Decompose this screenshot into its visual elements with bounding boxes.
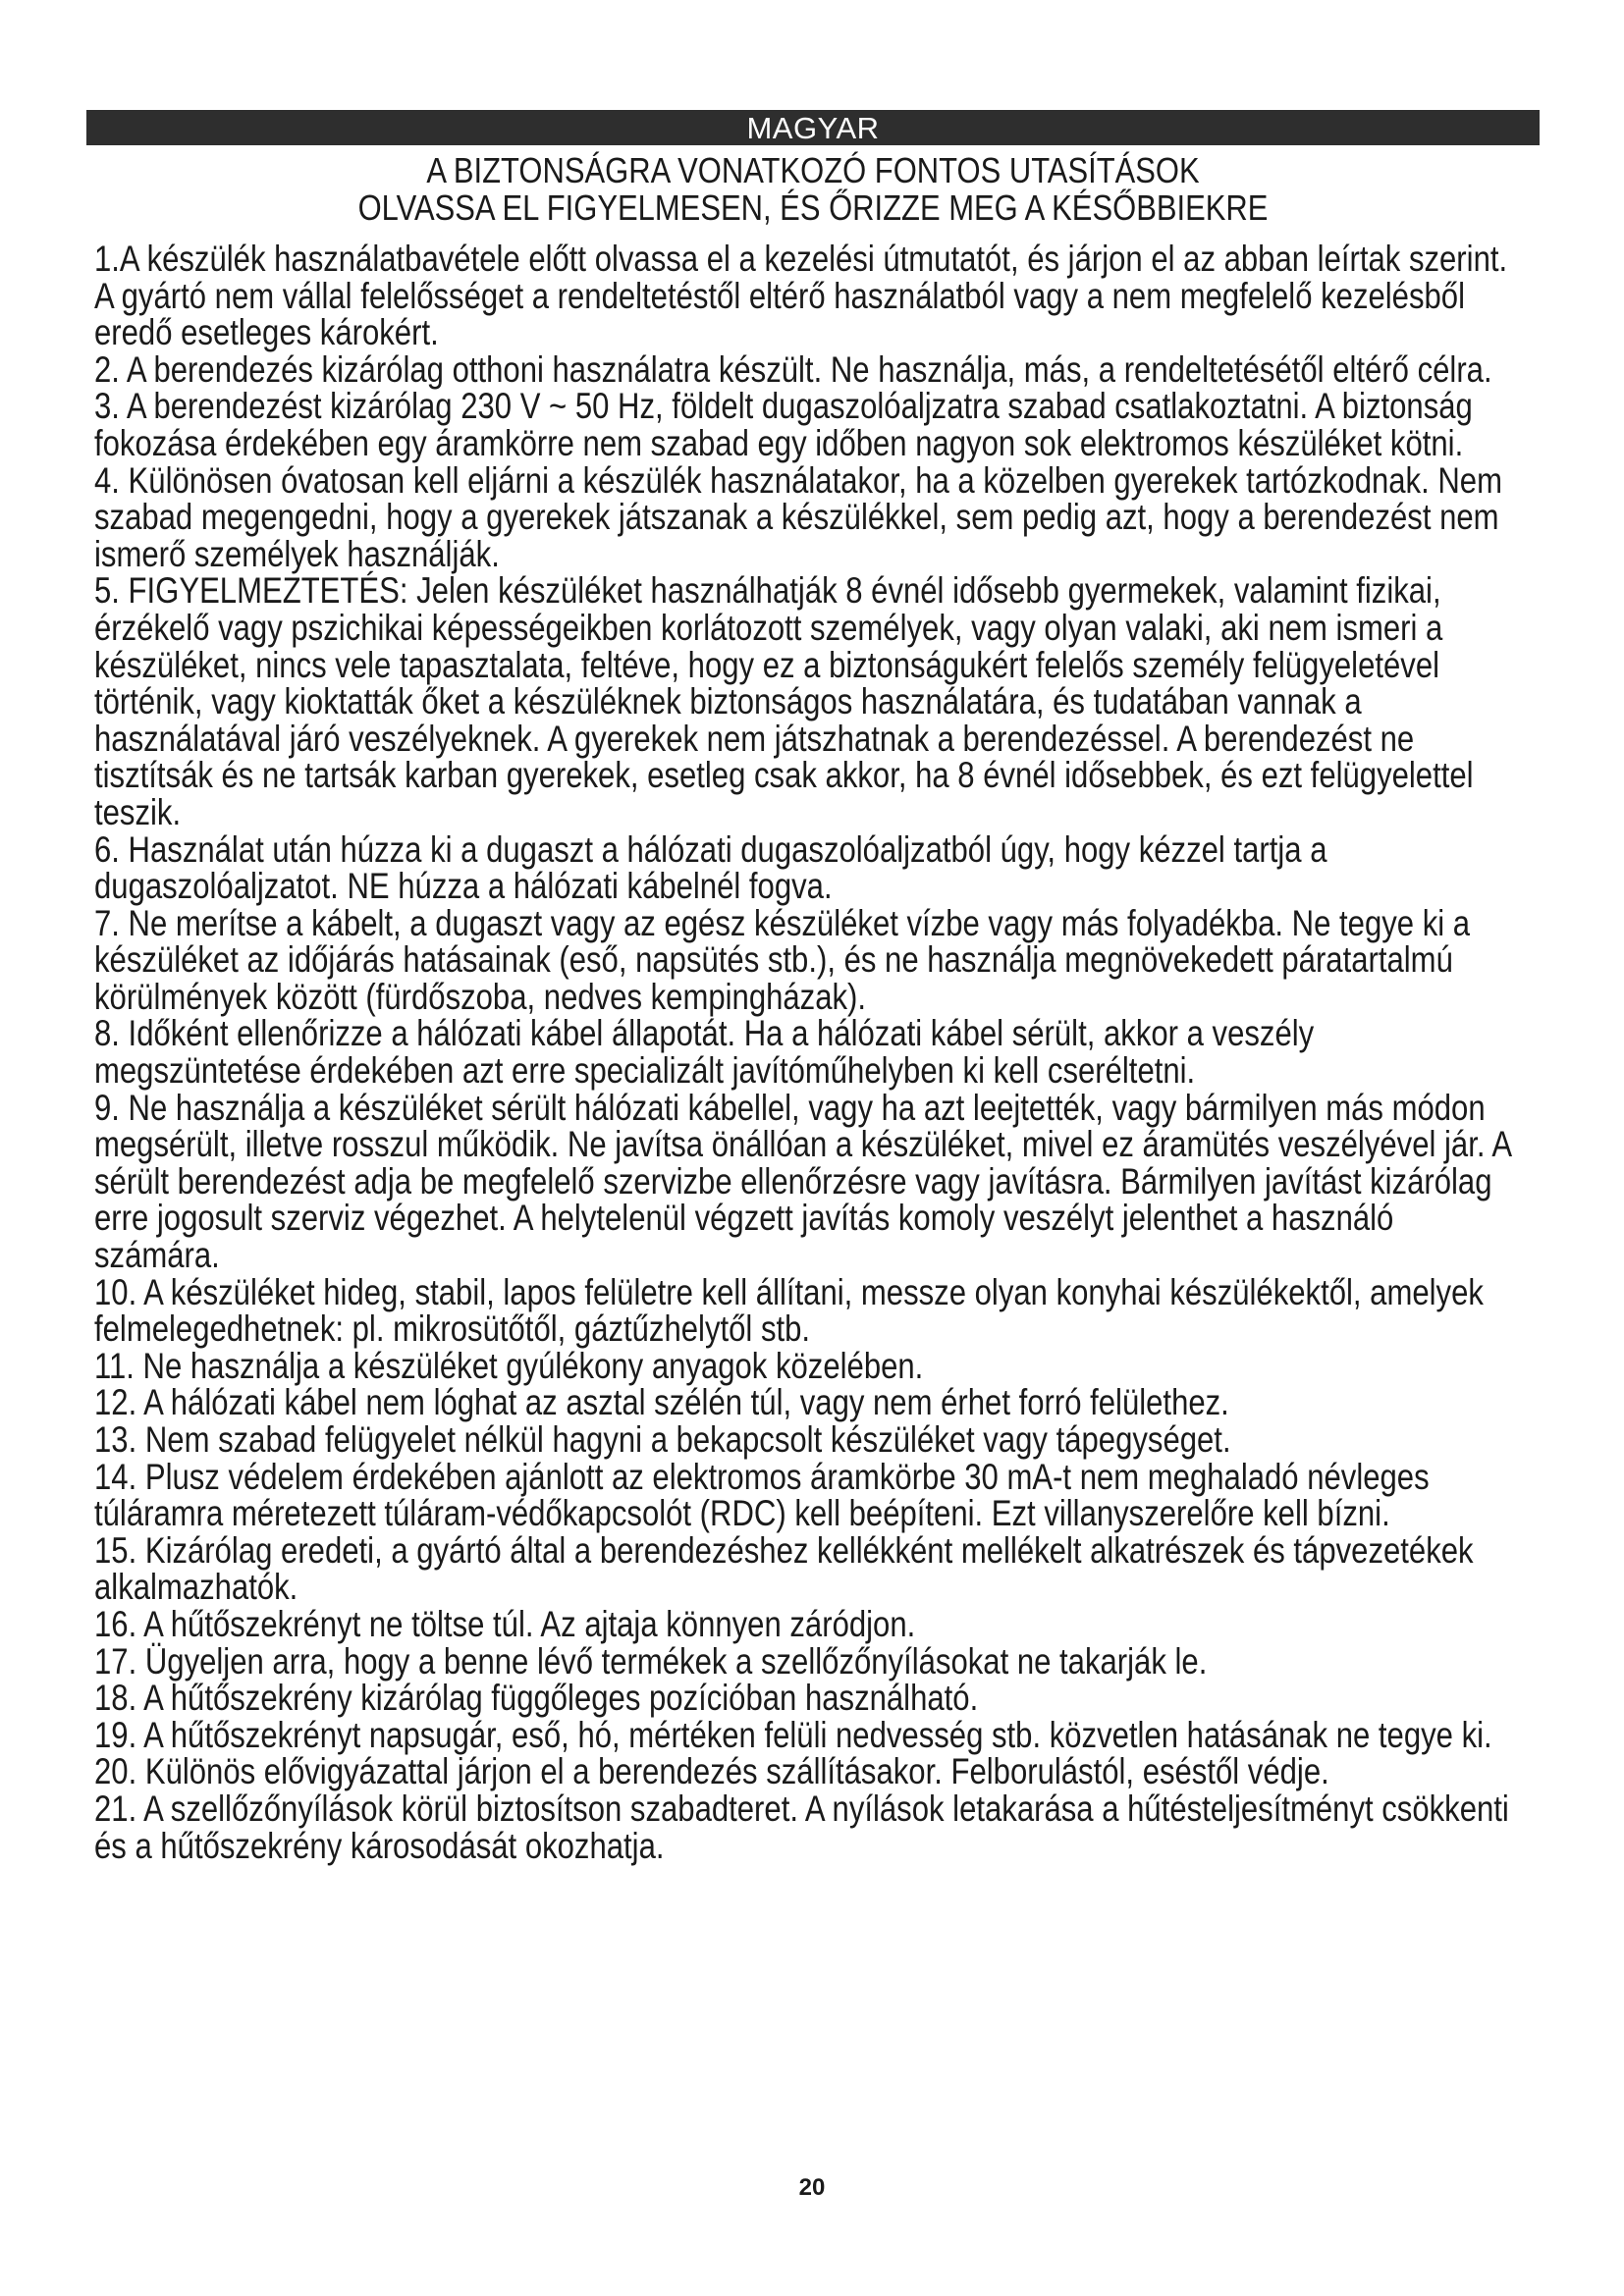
instruction-item-5: 5. FIGYELMEZTETÉS: Jelen készüléket használhatják 8 évnél idősebb gyermekek, valamint fizikai, érzékelő vagy pszichikai képességeikben korlátozott személyek, vagy olyan valaki, aki nem ismeri a készüléket, nincs vele tapasztalata, feltéve, hogy ez a biztonságukért felelős személy felügyeletével történik, vagy kioktatták őket a készüléknek biztonságos használatára, és tudatában vannak a használatával járó veszélyeknek. A gyerekek nem játszhatnak a berendezéssel. A berendezést ne tisztítsák és ne tartsák karban gyerekek, esetleg csak akkor, ha 8 évnél idősebbek, és ezt felügyelettel teszik. [94,570,1474,832]
instruction-item-16: 16. A hűtőszekrényt ne töltse túl. Az ajtaja könnyen záródjon. [94,1603,916,1644]
instruction-item-15: 15. Kizárólag eredeti, a gyártó által a berendezéshez kellékként mellékelt alkatrészek és tápvezetékek alkalmazhatók. [94,1529,1474,1608]
instruction-item-4: 4. Különösen óvatosan kell eljárni a készülék használatakor, ha a közelben gyerekek tartózkodnak. Nem szabad megengedni, hogy a gyerekek játszanak a készülékkel, sem pedig azt, hogy a berendezést nem ismerő személyek használják. [94,459,1502,574]
instruction-item-3: 3. A berendezést kizárólag 230 V ~ 50 Hz, földelt dugaszolóaljzatra szabad csatlakoztatni. A biztonság fokozása érdekében egy áramkörre nem szabad egy időben nagyon sok elektromos készüléket kötni. [94,386,1473,463]
instruction-item-18: 18. A hűtőszekrény kizárólag függőleges pozícióban használható. [94,1678,979,1719]
safety-title [189,152,1438,227]
instruction-item-19: 19. A hűtőszekrényt napsugár, eső, hó, mértéken felüli nedvesség stb. közvetlen hatásának ne tegye ki. [94,1714,1492,1755]
title-line-2: OLVASSA EL FIGYELMESEN, ÉS ŐRIZZE MEG A KÉSŐBBIEKRE [357,187,1269,228]
instruction-item-12: 12. A hálózati kábel nem lóghat az asztal szélén túl, vagy nem érhet forró felülethez. [94,1382,1229,1423]
instruction-item-21: 21. A szellőzőnyílások körül biztosítson szabadteret. A nyílások letakarása a hűtésteljesítményt csökkenti és a hűtőszekrény károsodását okozhatja. [94,1788,1509,1866]
language-header-bar [86,110,1540,145]
instruction-item-1: 1.A készülék használatbavétele előtt olvassa el a kezelési útmutatót, és járjon el az abban leírtak szerint. A gyártó nem vállal felelősséget a rendeltetéstől eltérő használatból vagy a nem megfelelő kezelésből eredő esetleges károkért. [94,239,1508,353]
instruction-item-11: 11. Ne használja a készüléket gyúlékony anyagok közelében. [94,1345,924,1386]
instruction-item-10: 10. A készüléket hideg, stabil, lapos felületre kell állítani, messze olyan konyhai készülékektől, amelyek felmelegedhetnek: pl. mikrosütőtől, gáztűzhelytől stb. [94,1271,1484,1350]
instruction-item-14: 14. Plusz védelem érdekében ajánlott az elektromos áramkörbe 30 mA-t nem meghaladó névleges túláramra méretezett túláram-védőkapcsolót (RDC) kell beépíteni. Ezt villanyszerelőre kell bízni. [94,1456,1430,1534]
instruction-item-8: 8. Időként ellenőrizze a hálózati kábel állapotát. Ha a hálózati kábel sérült, akkor a veszély megszüntetése érdekében azt erre specializált javítóműhelyben ki kell cseréltetni. [94,1013,1315,1092]
instruction-item-6: 6. Használat után húzza ki a dugaszt a hálózati dugaszolóaljzatból úgy, hogy kézzel tartja a dugaszolóaljzatot. NE húzza a hálózati kábelnél fogva. [94,828,1327,907]
safety-instructions-list [94,240,1525,1864]
language-label: MAGYAR [746,111,880,145]
instruction-item-13: 13. Nem szabad felügyelet nélkül hagyni a bekapcsolt készüléket vagy tápegységet. [94,1419,1231,1460]
instruction-item-7: 7. Ne merítse a kábelt, a dugaszt vagy az egész készüléket vízbe vagy más folyadékba. Ne tegye ki a készüléket az időjárás hatásainak (eső, napsütés stb.), és ne használja megnövekedett páratartalmú körülmények között (fürdőszoba, nedves kempingházak). [94,902,1471,1017]
title-line-1: A BIZTONSÁGRA VONATKOZÓ FONTOS UTASÍTÁSOK [426,150,1200,190]
instruction-item-20: 20. Különös elővigyázattal járjon el a berendezés szállításakor. Felborulástól, eséstől védje. [94,1751,1329,1792]
instruction-item-2: 2. A berendezés kizárólag otthoni használatra készült. Ne használja, más, a rendeltetésétől eltérő célra. [94,348,1492,390]
instruction-item-17: 17. Ügyeljen arra, hogy a benne lévő termékek a szellőzőnyílásokat ne takarják le. [94,1640,1208,1682]
instruction-item-9: 9. Ne használja a készüléket sérült hálózati kábellel, vagy ha azt leejtették, vagy bármilyen más módon megsérült, illetve rosszul működik. Ne javítsa önállóan a készüléket, mivel ez áramütés veszélyével jár. A sérült berendezést adja be megfelelő szervizbe ellenőrzésre vagy javításra. Bármilyen javítást kizárólag erre jogosult szerviz végezhet. A helytelenül végzett javítás komoly veszélyt jelenthet a használó számára. [94,1087,1511,1276]
page-number: 20 [798,2174,826,2201]
